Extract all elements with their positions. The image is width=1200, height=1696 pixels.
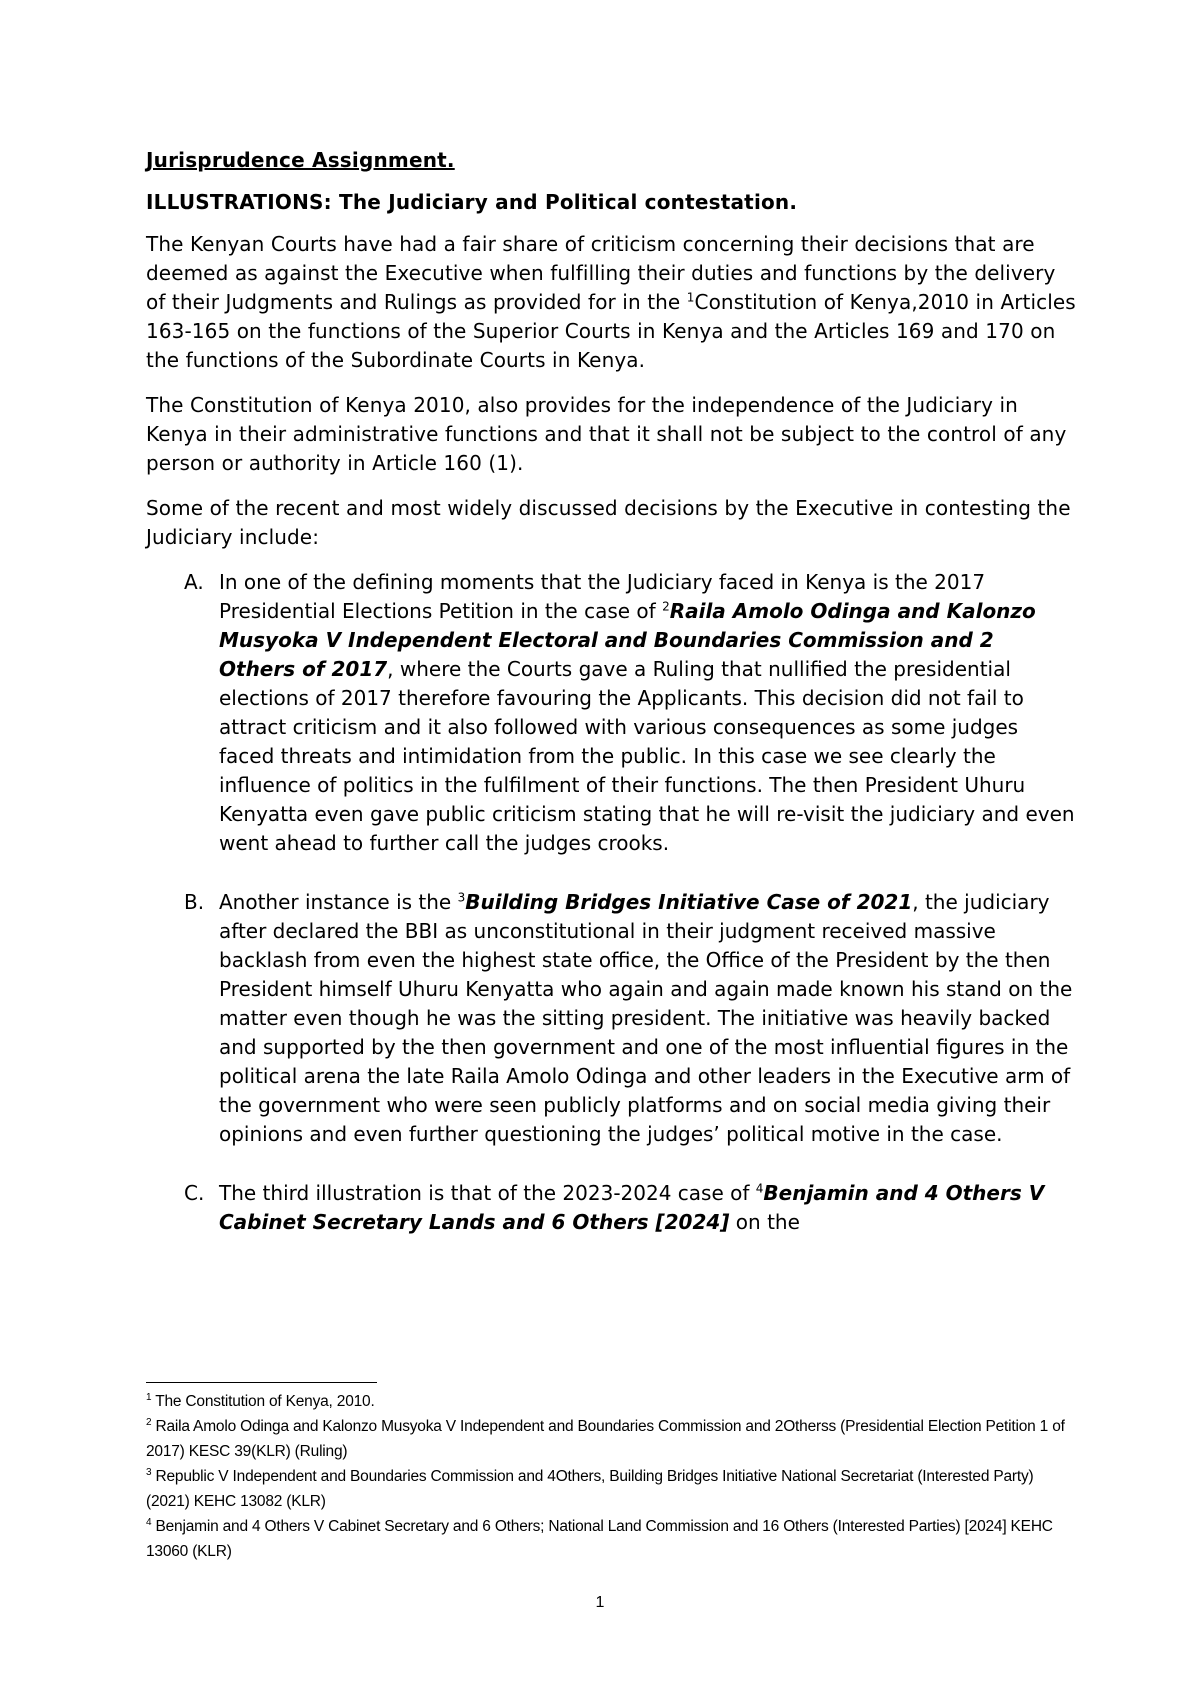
list-marker-b: B. [184,890,205,914]
footnote-number-2: 2 [146,1416,152,1428]
footnotes [146,1389,1076,1564]
case-name-bbi: Building Bridges Initiative Case of 2021 [465,890,913,914]
footnote-4 [146,1514,1076,1564]
list-item-b-text-b: , the judiciary after declared the BBI as unconstitutional in their judgment received massive backlash from even the highest state office, the Office of the President by the then President himself Uhuru Kenyatta who again and again made known his stand on the matter even though he was the sitting president. The initiative was heavily backed and supported by the then government and one of the most influential figures in the political arena the late Raila Amolo Odinga and other leaders in the Executive arm of the government who were seen publicly platforms and on social media giving their opinions and even further questioning the judges’ political motive in the case. [219,890,1073,1146]
list-item-c-text-b: on the [729,1210,800,1234]
list-marker-a: A. [184,570,204,594]
footnote-ref-4[interactable]: 4 [755,1181,764,1196]
footnote-text-4: Benjamin and 4 Others V Cabinet Secretary and 6 Others; National Land Commission and 16 Others (Interested Parties) [2024] KEHC 13060 (KLR) [146,1518,1053,1560]
illustrations-list [146,568,1076,1237]
footnote-2 [146,1414,1076,1464]
list-item-a-text-b: , where the Courts gave a Ruling that nullified the presidential elections of 2017 therefore favouring the Applicants. This decision did not fail to attract criticism and it also followed with various consequences as some judges faced threats and intimidation from the public. In this case we see clearly the influence of politics in the fulfilment of their functions. The then President Uhuru Kenyatta even gave public criticism stating that he will re-visit the judiciary and even went ahead to further call the judges crooks. [219,657,1075,855]
footnote-number-1: 1 [146,1391,152,1403]
document-body [146,146,1076,1267]
list-item-b [146,888,1076,1149]
footnote-text-2: Raila Amolo Odinga and Kalonzo Musyoka V Independent and Boundaries Commission and 2Otherss (Presidential Election Petition 1 of 2017) KESC 39(KLR) (Ruling) [146,1418,1065,1460]
footnote-ref-2[interactable]: 2 [662,599,670,614]
paragraph-1-text-a: The Kenyan Courts have had a fair share of criticism concerning their decisions that are deemed as against the Executive when fulfilling their duties and functions by the delivery of their Judgments and Rulings as provided for in the [146,232,1056,314]
paragraph-1-text-b: Constitution of Kenya,2010 in Articles 163-165 on the functions of the Superior Courts in Kenya and the Articles 169 and 170 on the functions of the Subordinate Courts in Kenya. [146,290,1076,372]
footnote-3 [146,1464,1076,1514]
page-number: 1 [595,1594,605,1611]
case-name-raila-odinga: Raila Amolo Odinga and Kalonzo Musyoka V Independent Electoral and Boundaries Commission and 2 Others of 2017 [219,599,1036,681]
footnote-number-4: 4 [146,1516,152,1528]
footnote-ref-1[interactable]: 1 [686,290,695,305]
list-item-a [146,568,1076,858]
paragraph-3: Some of the recent and most widely discussed decisions by the Executive in contesting the Judiciary include: [146,496,1071,549]
footnote-number-3: 3 [146,1466,152,1478]
footnote-separator [146,1382,377,1383]
list-item-b-text-a: Another instance is the [219,890,458,914]
document-title: Jurisprudence Assignment. [146,148,455,172]
list-item-c [146,1179,1076,1237]
footnote-ref-3[interactable]: 3 [457,890,466,905]
footnote-text-1: The Constitution of Kenya, 2010. [151,1393,375,1410]
case-name-benjamin: Benjamin and 4 Others V Cabinet Secretary Lands and 6 Others [2024] [219,1181,1045,1234]
footnote-text-3: Republic V Independent and Boundaries Commission and 4Others, Building Bridges Initiative National Secretariat (Interested Party) (2021) KEHC 13082 (KLR) [146,1468,1034,1510]
footnote-1 [146,1389,1076,1414]
list-item-c-text-a: The third illustration is that of the 2023-2024 case of [219,1181,756,1205]
list-marker-c: C. [184,1181,205,1205]
document-subtitle: ILLUSTRATIONS: The Judiciary and Political contestation. [146,190,798,214]
paragraph-2: The Constitution of Kenya 2010, also provides for the independence of the Judiciary in Kenya in their administrative functions and that it shall not be subject to the control of any person or authority in Article 160 (1). [146,393,1067,475]
list-item-a-text-a: In one of the defining moments that the Judiciary faced in Kenya is the 2017 Presidential Elections Petition in the case of [219,570,986,623]
paragraph-1 [146,230,1076,375]
